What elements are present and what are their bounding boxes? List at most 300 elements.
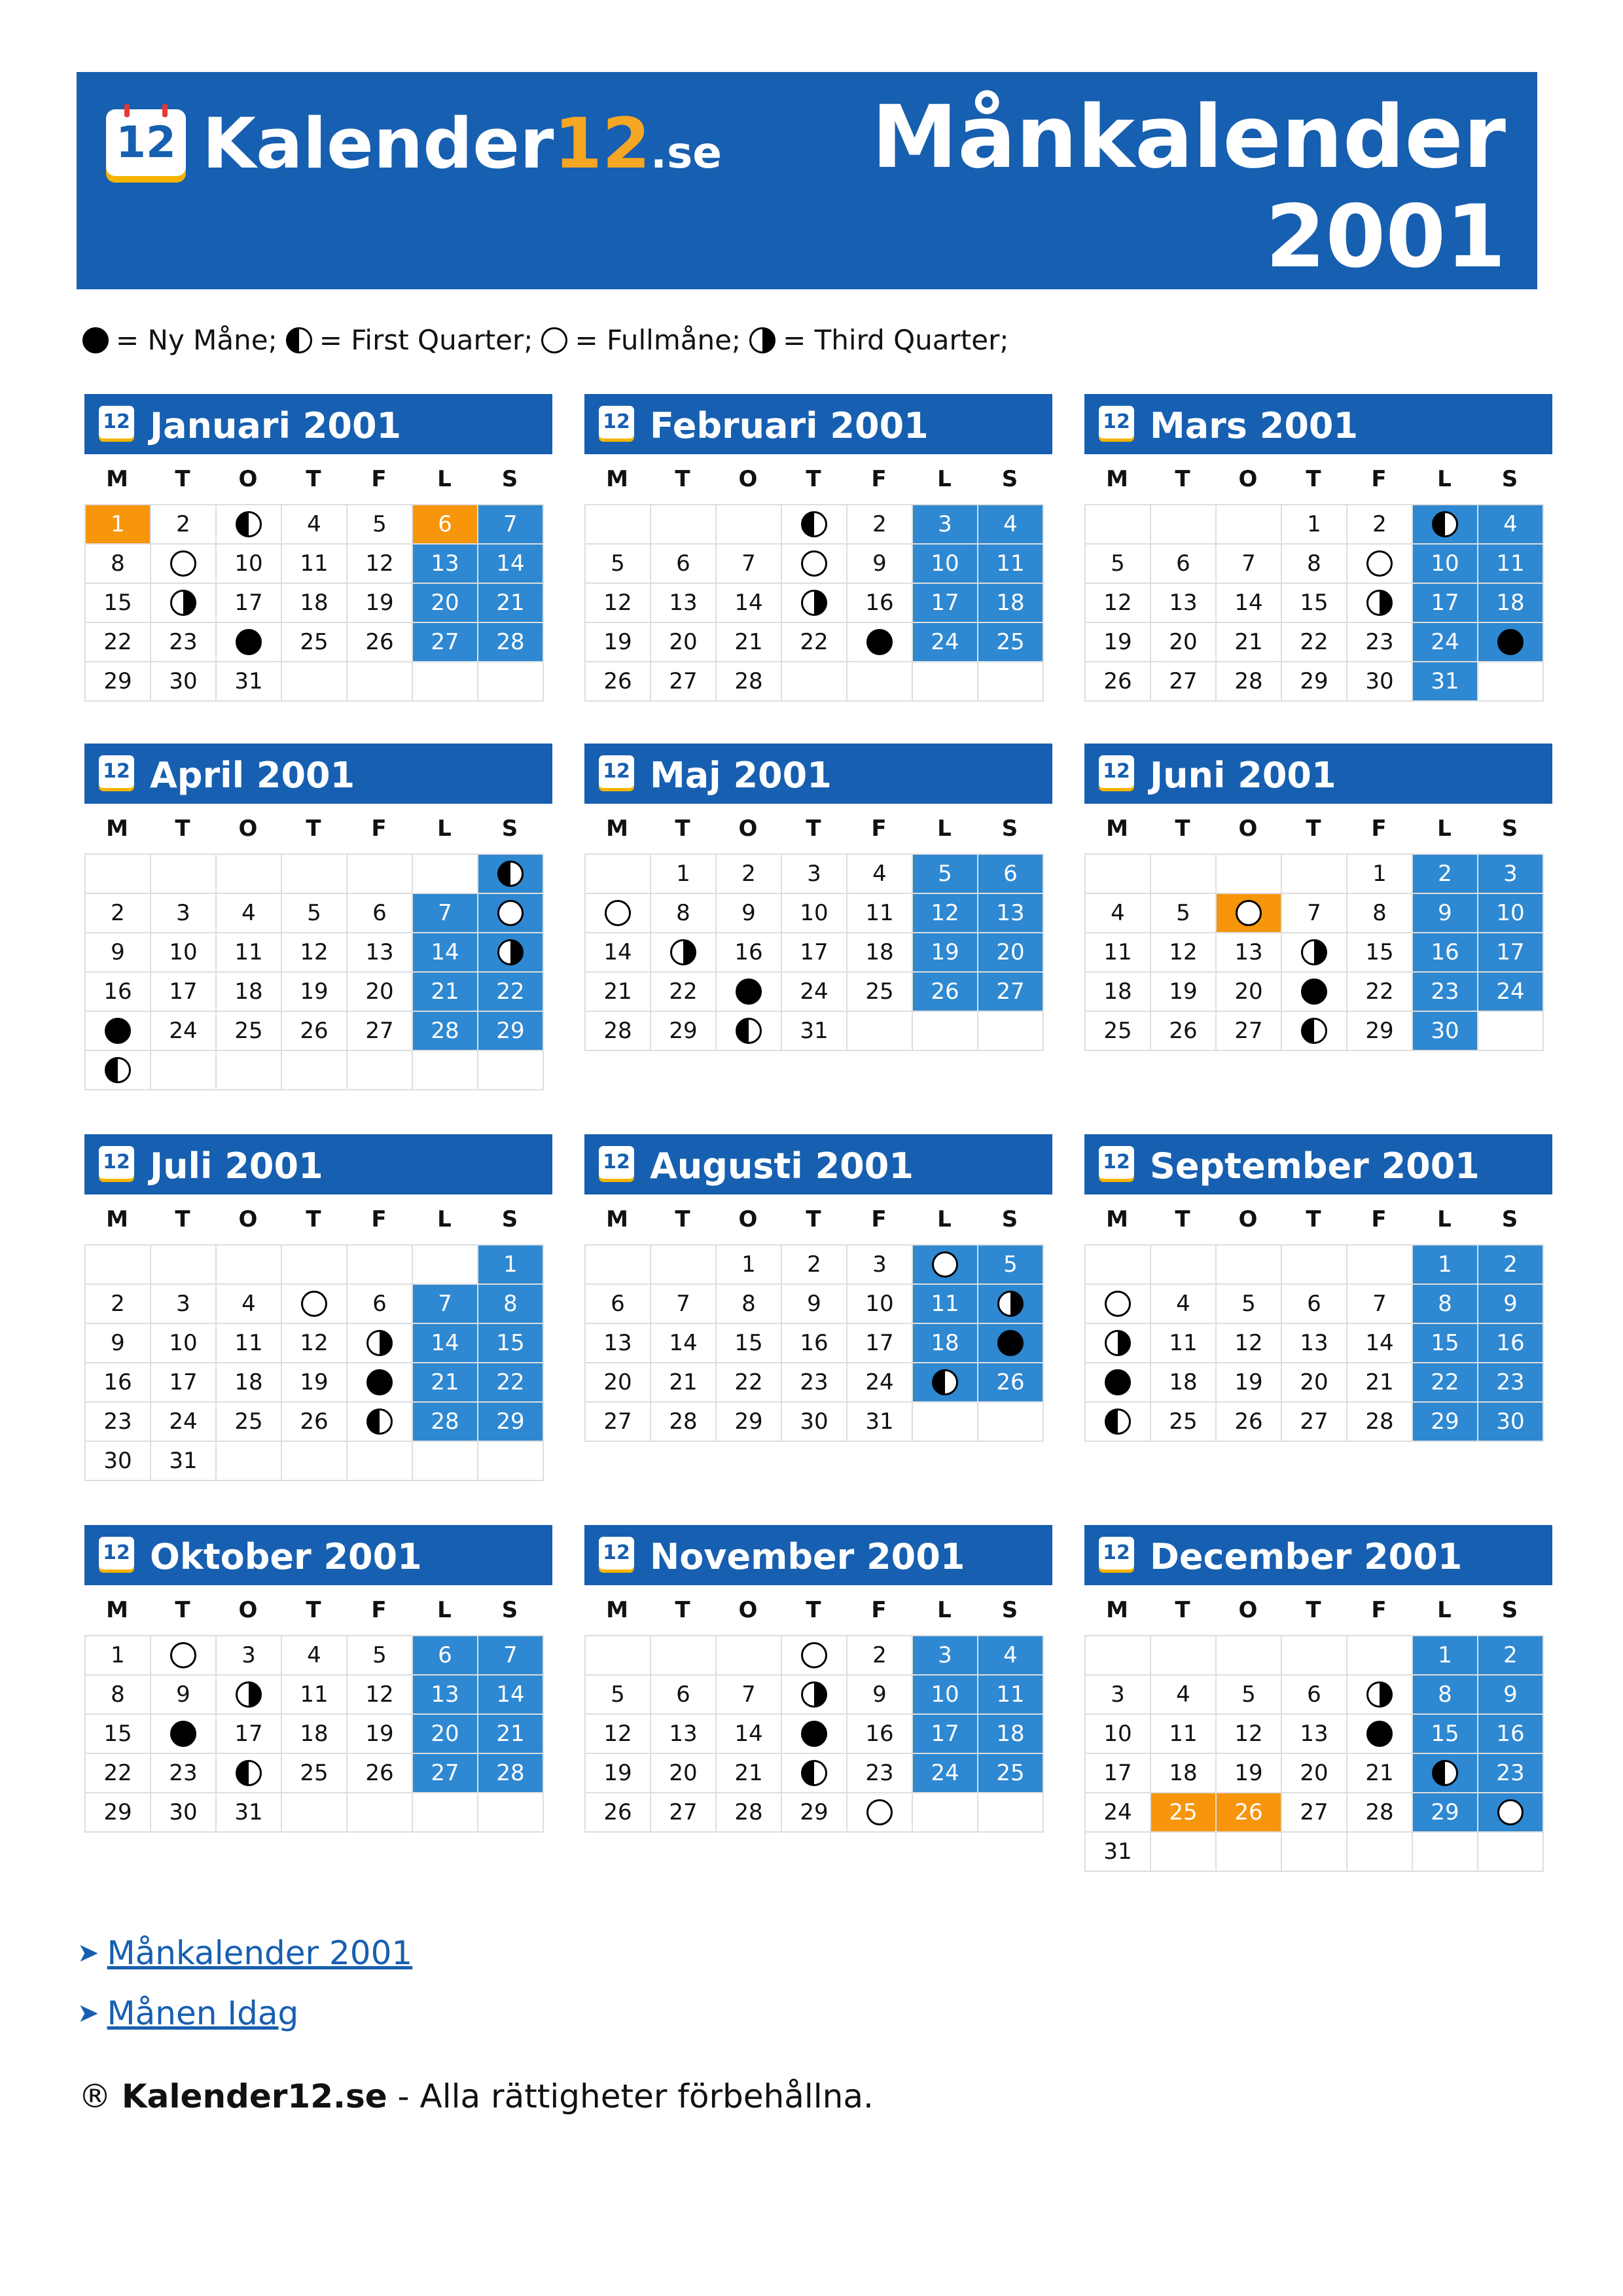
empty-cell <box>347 662 412 701</box>
third-quarter-icon <box>235 1681 262 1708</box>
day-cell: 23 <box>151 622 216 662</box>
empty-cell <box>585 854 651 893</box>
day-cell: 30 <box>781 1402 847 1441</box>
empty-cell <box>281 1245 347 1284</box>
day-cell: 29 <box>1412 1402 1478 1441</box>
empty-cell <box>412 1245 478 1284</box>
first-quarter-icon <box>104 1056 132 1084</box>
week-row <box>85 933 543 972</box>
third-quarter-icon <box>669 939 697 966</box>
day-cell: 14 <box>412 933 478 972</box>
week-row <box>85 662 543 701</box>
month-header <box>584 744 1052 804</box>
day-cell: 3 <box>151 893 216 933</box>
day-cell: 5 <box>347 505 412 544</box>
day-cell: 5 <box>347 1636 412 1675</box>
weekday-label: T <box>675 816 690 842</box>
day-cell: 31 <box>216 1793 281 1832</box>
day-cell: 21 <box>478 1714 543 1753</box>
empty-cell <box>1281 1245 1347 1284</box>
week-row <box>85 1284 543 1323</box>
day-cell: 12 <box>347 1675 412 1714</box>
weekday-label: S <box>501 1597 518 1623</box>
day-cell: 18 <box>1478 583 1543 622</box>
weekday-label: F <box>1371 816 1387 842</box>
month-title: December 2001 <box>1150 1536 1463 1577</box>
month-header <box>84 1525 552 1585</box>
day-cell: 14 <box>478 1675 543 1714</box>
day-cell: 23 <box>781 1363 847 1402</box>
legend-label: = Ny Måne; <box>116 324 277 356</box>
day-cell: 3 <box>1478 854 1543 893</box>
day-cell: 22 <box>1281 622 1347 662</box>
day-cell: 16 <box>1478 1714 1543 1753</box>
day-cell: 12 <box>281 933 347 972</box>
weekday-label: T <box>806 1597 821 1623</box>
weekday-label: M <box>606 1206 628 1232</box>
weekday-label: S <box>1501 816 1518 842</box>
day-cell: 12 <box>585 1714 651 1753</box>
page-title-line2: 2001 <box>1265 187 1506 287</box>
weekday-label: T <box>1175 1597 1190 1623</box>
day-cell: 19 <box>347 1714 412 1753</box>
day-cell: 28 <box>716 1793 781 1832</box>
legend-item <box>285 322 541 359</box>
weekday-label: T <box>306 816 321 842</box>
empty-cell <box>781 662 847 701</box>
day-cell: 13 <box>412 1675 478 1714</box>
day-cell: 5 <box>1216 1675 1281 1714</box>
day-cell: 7 <box>412 1284 478 1323</box>
day-cell <box>151 1636 216 1675</box>
day-cell: 26 <box>912 972 978 1011</box>
empty-cell <box>912 1011 978 1050</box>
day-cell: 5 <box>978 1245 1043 1284</box>
day-cell <box>281 1284 347 1323</box>
day-cell <box>1085 1284 1150 1323</box>
weekday-label: S <box>1001 1206 1018 1232</box>
week-row <box>1085 854 1543 893</box>
empty-cell <box>651 1245 716 1284</box>
empty-cell <box>978 662 1043 701</box>
day-cell <box>847 1793 912 1832</box>
day-cell: 14 <box>651 1323 716 1363</box>
calendar-icon-number: 12 <box>1103 1541 1130 1564</box>
full-moon-icon <box>1497 1799 1524 1826</box>
day-cell: 30 <box>85 1441 151 1480</box>
week-row <box>85 544 543 583</box>
day-cell: 8 <box>651 893 716 933</box>
day-cell: 28 <box>1216 662 1281 701</box>
week-row <box>585 662 1043 701</box>
page-header <box>77 72 1537 289</box>
weekday-label: T <box>806 1206 821 1232</box>
weekday-header <box>1084 804 1543 853</box>
week-row <box>85 1402 543 1441</box>
day-cell: 30 <box>1347 662 1412 701</box>
month-header <box>84 744 552 804</box>
month-title: Juli 2001 <box>150 1145 323 1187</box>
day-cell: 13 <box>1150 583 1216 622</box>
moon-calendar-link[interactable]: Månkalender 2001 <box>107 1934 413 1972</box>
day-cell: 31 <box>1085 1832 1150 1871</box>
month-title: Augusti 2001 <box>650 1145 914 1187</box>
day-cell: 13 <box>347 933 412 972</box>
weekday-label: O <box>738 1597 758 1623</box>
first-quarter-icon <box>735 1017 762 1045</box>
day-cell: 17 <box>1085 1753 1150 1793</box>
empty-cell <box>478 1441 543 1480</box>
first-quarter-icon <box>800 1759 828 1787</box>
day-cell: 4 <box>216 1284 281 1323</box>
weekday-label: S <box>1501 466 1518 492</box>
day-cell: 7 <box>1347 1284 1412 1323</box>
day-cell: 23 <box>1478 1363 1543 1402</box>
registered-symbol: ® <box>79 2077 111 2115</box>
month-title: Oktober 2001 <box>150 1536 422 1577</box>
day-cell: 6 <box>1150 544 1216 583</box>
day-cell <box>85 1011 151 1050</box>
calendar-icon <box>1099 1537 1134 1570</box>
week-row <box>1085 583 1543 622</box>
weekday-label: T <box>1175 1206 1190 1232</box>
day-cell <box>1281 933 1347 972</box>
day-cell: 26 <box>1085 662 1150 701</box>
month-header <box>584 394 1052 454</box>
full-moon-icon <box>541 327 568 354</box>
day-cell: 1 <box>1412 1245 1478 1284</box>
day-cell: 4 <box>1150 1675 1216 1714</box>
week-row <box>85 1753 543 1793</box>
month-title: Maj 2001 <box>650 755 832 796</box>
day-cell: 14 <box>585 933 651 972</box>
empty-cell <box>1085 505 1150 544</box>
empty-cell <box>978 1011 1043 1050</box>
day-cell: 8 <box>85 1675 151 1714</box>
weekday-label: M <box>1106 466 1128 492</box>
day-cell: 7 <box>478 1636 543 1675</box>
full-moon-icon <box>1235 899 1262 927</box>
weekday-label: O <box>1238 1206 1258 1232</box>
day-cell <box>347 1323 412 1363</box>
day-cell: 11 <box>281 544 347 583</box>
day-cell: 27 <box>1150 662 1216 701</box>
weekday-header <box>1084 1585 1543 1635</box>
day-cell: 28 <box>716 662 781 701</box>
week-row <box>1085 505 1543 544</box>
month-title: November 2001 <box>650 1536 965 1577</box>
day-cell: 3 <box>151 1284 216 1323</box>
day-cell <box>781 1753 847 1793</box>
empty-cell <box>1281 854 1347 893</box>
full-moon-icon <box>169 550 197 577</box>
day-cell: 18 <box>847 933 912 972</box>
day-cell: 28 <box>478 1753 543 1793</box>
day-cell: 6 <box>347 1284 412 1323</box>
day-cell: 20 <box>585 1363 651 1402</box>
weekday-label: L <box>1437 1597 1452 1623</box>
arrow-right-icon: ➤ <box>77 1998 99 2028</box>
day-cell: 13 <box>651 583 716 622</box>
day-cell: 11 <box>847 893 912 933</box>
page-title <box>872 88 1506 287</box>
day-cell: 25 <box>281 622 347 662</box>
week-row <box>85 1363 543 1402</box>
calendar-icon-number: 12 <box>103 1541 130 1564</box>
weekday-label: M <box>1106 1206 1128 1232</box>
day-cell <box>1347 583 1412 622</box>
day-cell: 8 <box>1281 544 1347 583</box>
day-cell <box>1412 1753 1478 1793</box>
empty-cell <box>1347 1636 1412 1675</box>
weekday-header <box>84 1585 543 1635</box>
day-cell: 23 <box>1412 972 1478 1011</box>
day-cell <box>781 505 847 544</box>
week-row <box>585 1011 1043 1050</box>
month-title: September 2001 <box>1150 1145 1480 1187</box>
day-cell: 17 <box>151 1363 216 1402</box>
empty-cell <box>1085 854 1150 893</box>
weekday-label: O <box>738 466 758 492</box>
footer <box>79 2075 874 2118</box>
weekday-label: M <box>106 816 128 842</box>
third-quarter-icon <box>497 939 524 966</box>
full-moon-icon <box>800 550 828 577</box>
month-calendar <box>584 394 1052 702</box>
weekday-label: L <box>1437 466 1452 492</box>
day-cell: 21 <box>716 1753 781 1793</box>
day-cell: 19 <box>585 622 651 662</box>
calendar-icon-number: 12 <box>603 410 630 433</box>
day-cell <box>347 1363 412 1402</box>
day-cell: 1 <box>1347 854 1412 893</box>
empty-cell <box>347 1441 412 1480</box>
first-quarter-icon <box>1431 1759 1459 1787</box>
empty-cell <box>651 1636 716 1675</box>
day-cell: 10 <box>1478 893 1543 933</box>
day-cell <box>716 1011 781 1050</box>
day-cell: 11 <box>912 1284 978 1323</box>
day-cell: 3 <box>912 505 978 544</box>
calendar-icon <box>99 1146 134 1179</box>
empty-cell <box>1478 1832 1543 1871</box>
day-cell <box>781 544 847 583</box>
day-cell <box>1478 1793 1543 1832</box>
week-row <box>585 1363 1043 1402</box>
day-cell: 23 <box>1478 1753 1543 1793</box>
day-cell: 15 <box>716 1323 781 1363</box>
day-cell: 22 <box>1412 1363 1478 1402</box>
day-cell: 2 <box>847 1636 912 1675</box>
day-cell: 19 <box>1216 1753 1281 1793</box>
empty-cell <box>585 1245 651 1284</box>
day-cell: 29 <box>1412 1793 1478 1832</box>
day-cell: 27 <box>651 1793 716 1832</box>
day-cell <box>216 1753 281 1793</box>
calendar-logo-icon[interactable] <box>106 109 186 176</box>
day-cell <box>978 1284 1043 1323</box>
week-row <box>85 1636 543 1675</box>
day-cell: 18 <box>912 1323 978 1363</box>
week-row <box>1085 972 1543 1011</box>
day-cell: 17 <box>216 1714 281 1753</box>
week-row <box>1085 1636 1543 1675</box>
day-cell: 8 <box>1347 893 1412 933</box>
empty-cell <box>281 662 347 701</box>
day-cell: 16 <box>716 933 781 972</box>
weekday-label: L <box>937 466 952 492</box>
month-calendar <box>1084 744 1552 1051</box>
day-cell: 5 <box>585 1675 651 1714</box>
day-cell: 14 <box>1347 1323 1412 1363</box>
week-row <box>1085 544 1543 583</box>
day-cell <box>1347 1675 1412 1714</box>
week-row <box>85 1011 543 1050</box>
calendar-icon-number: 12 <box>1103 760 1130 783</box>
month-title: April 2001 <box>150 755 355 796</box>
new-moon-icon <box>997 1329 1024 1357</box>
day-cell: 21 <box>716 622 781 662</box>
full-moon-icon <box>1366 550 1393 577</box>
moon-today-link[interactable]: Månen Idag <box>107 1994 299 2032</box>
empty-cell <box>912 662 978 701</box>
day-cell: 2 <box>1347 505 1412 544</box>
month-header <box>84 394 552 454</box>
day-cell: 20 <box>1216 972 1281 1011</box>
empty-cell <box>412 1793 478 1832</box>
day-cell: 27 <box>651 662 716 701</box>
day-cell: 21 <box>1347 1363 1412 1402</box>
day-cell: 26 <box>1216 1402 1281 1441</box>
site-logo[interactable] <box>202 101 722 196</box>
day-cell: 4 <box>978 1636 1043 1675</box>
first-quarter-icon <box>1431 511 1459 538</box>
day-cell: 1 <box>85 505 151 544</box>
day-cell: 6 <box>651 544 716 583</box>
day-cell: 10 <box>1085 1714 1150 1753</box>
new-moon-icon <box>866 628 893 656</box>
day-cell: 30 <box>151 1793 216 1832</box>
day-cell: 16 <box>1478 1323 1543 1363</box>
day-cell <box>1085 1402 1150 1441</box>
week-row <box>1085 1832 1543 1871</box>
day-cell: 17 <box>1478 933 1543 972</box>
weekday-label: T <box>1306 1206 1321 1232</box>
empty-cell <box>281 1050 347 1090</box>
day-cell: 27 <box>1216 1011 1281 1050</box>
day-cell: 9 <box>847 544 912 583</box>
calendar-icon <box>1099 1146 1134 1179</box>
day-cell: 29 <box>478 1402 543 1441</box>
day-cell: 31 <box>1412 662 1478 701</box>
day-cell: 12 <box>1216 1714 1281 1753</box>
day-cell <box>216 505 281 544</box>
third-quarter-icon <box>749 327 776 354</box>
day-cell: 20 <box>1281 1753 1347 1793</box>
month-header <box>1084 394 1552 454</box>
day-cell: 6 <box>978 854 1043 893</box>
day-cell: 24 <box>781 972 847 1011</box>
calendar-icon-number: 12 <box>603 760 630 783</box>
weekday-label: F <box>871 1597 887 1623</box>
day-cell: 17 <box>1412 583 1478 622</box>
empty-cell <box>847 662 912 701</box>
month-calendar <box>84 1525 552 1833</box>
weekday-header <box>84 804 543 853</box>
day-cell: 13 <box>1216 933 1281 972</box>
day-cell: 7 <box>478 505 543 544</box>
week-row <box>85 854 543 893</box>
empty-cell <box>1216 505 1281 544</box>
day-cell: 12 <box>281 1323 347 1363</box>
day-cell: 28 <box>651 1402 716 1441</box>
calendar-icon-number: 12 <box>103 410 130 433</box>
day-cell: 24 <box>912 622 978 662</box>
weekday-label: M <box>606 816 628 842</box>
full-moon-icon <box>300 1290 328 1318</box>
legend-item <box>749 322 1016 359</box>
day-cell: 9 <box>85 933 151 972</box>
month-title: Mars 2001 <box>1150 405 1359 446</box>
day-cell: 23 <box>85 1402 151 1441</box>
new-moon-icon <box>800 1720 828 1748</box>
day-cell: 17 <box>151 972 216 1011</box>
new-moon-icon <box>235 628 262 656</box>
day-cell: 9 <box>781 1284 847 1323</box>
day-cell <box>781 583 847 622</box>
empty-cell <box>585 1636 651 1675</box>
day-cell: 25 <box>1150 1402 1216 1441</box>
day-cell <box>781 1714 847 1753</box>
weekday-label: L <box>1437 1206 1452 1232</box>
week-row <box>1085 1323 1543 1363</box>
day-cell: 10 <box>151 933 216 972</box>
day-grid <box>584 1635 1044 1833</box>
day-cell: 19 <box>347 583 412 622</box>
day-cell: 25 <box>281 1753 347 1793</box>
day-cell: 14 <box>412 1323 478 1363</box>
week-row <box>1085 893 1543 933</box>
weekday-label: T <box>806 466 821 492</box>
week-row <box>585 893 1043 933</box>
day-cell: 8 <box>1412 1675 1478 1714</box>
day-cell: 2 <box>847 505 912 544</box>
logo-tld: .se <box>650 128 722 178</box>
day-cell: 31 <box>216 662 281 701</box>
day-cell <box>1347 1714 1412 1753</box>
day-cell <box>478 933 543 972</box>
logo-name: Kalender <box>202 103 554 184</box>
month-calendar <box>1084 1525 1552 1872</box>
empty-cell <box>1281 1636 1347 1675</box>
day-cell <box>151 583 216 622</box>
week-row <box>85 1441 543 1480</box>
day-cell: 28 <box>585 1011 651 1050</box>
first-quarter-icon <box>497 860 524 888</box>
empty-cell <box>281 1441 347 1480</box>
day-cell: 29 <box>478 1011 543 1050</box>
day-cell: 5 <box>585 544 651 583</box>
day-cell: 2 <box>1412 854 1478 893</box>
week-row <box>585 622 1043 662</box>
day-cell: 19 <box>585 1753 651 1793</box>
empty-cell <box>1412 1832 1478 1871</box>
week-row <box>1085 1011 1543 1050</box>
weekday-label: T <box>806 816 821 842</box>
calendar-icon <box>599 755 634 788</box>
day-cell: 20 <box>651 622 716 662</box>
week-row <box>585 1323 1043 1363</box>
